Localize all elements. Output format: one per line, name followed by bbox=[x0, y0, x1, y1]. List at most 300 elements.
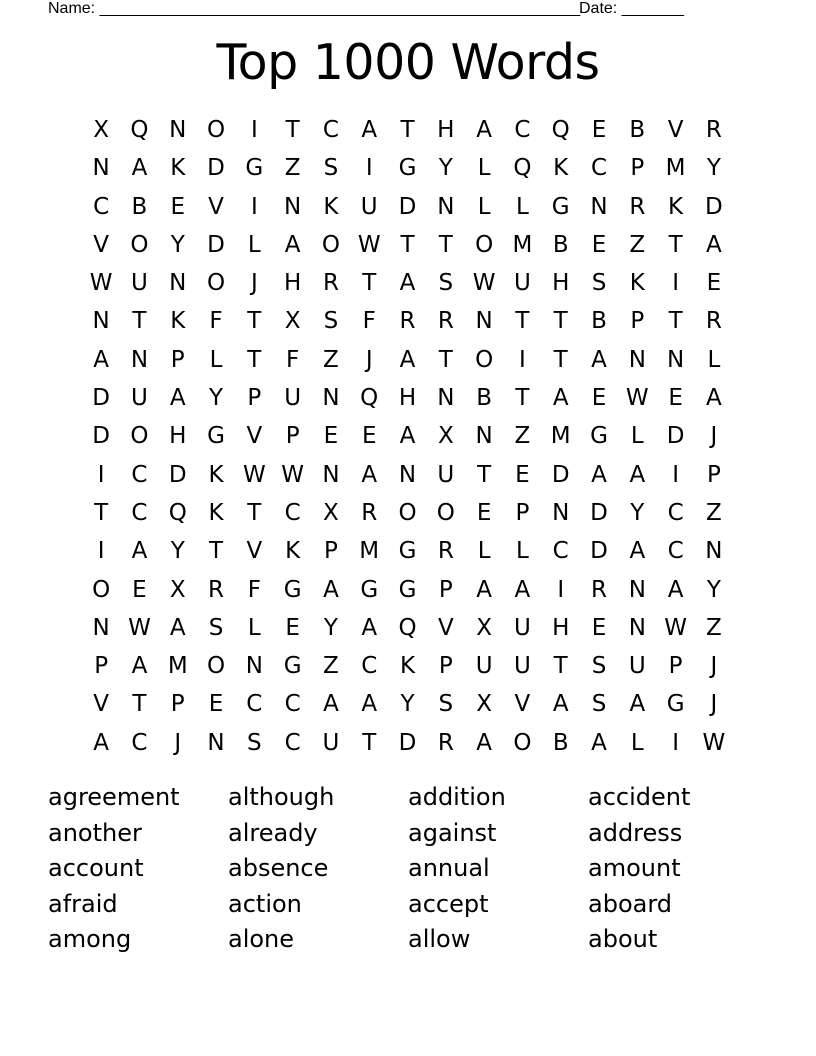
grid-letter: L bbox=[516, 538, 529, 565]
grid-letter: Z bbox=[706, 499, 722, 526]
grid-letter: A bbox=[323, 691, 339, 718]
grid-letter: B bbox=[131, 193, 148, 220]
grid-letter: N bbox=[322, 461, 340, 488]
grid-letter: S bbox=[247, 729, 262, 756]
grid-letter: D bbox=[92, 385, 110, 412]
grid-letter: I bbox=[365, 155, 373, 182]
grid-letter: H bbox=[552, 614, 570, 641]
grid-letter: A bbox=[361, 117, 378, 143]
grid-letter: A bbox=[399, 346, 416, 373]
grid-letter: N bbox=[169, 270, 187, 297]
grid-letter: V bbox=[93, 691, 110, 718]
grid-letter: T bbox=[400, 231, 415, 258]
grid-letter: N bbox=[245, 653, 263, 680]
grid-letter: Z bbox=[706, 614, 722, 641]
grid-letter: R bbox=[208, 576, 225, 603]
grid-letter: N bbox=[628, 576, 646, 603]
grid-letter: W bbox=[357, 231, 381, 258]
grid-letter: K bbox=[629, 270, 645, 297]
grid-letter: G bbox=[398, 538, 417, 565]
grid-letter: U bbox=[322, 729, 340, 756]
grid-letter: U bbox=[513, 653, 531, 680]
grid-letter: V bbox=[208, 193, 224, 220]
grid-letter: H bbox=[552, 270, 570, 297]
grid-letter: C bbox=[131, 461, 148, 488]
word-list-item: already bbox=[228, 818, 318, 847]
grid-letter: W bbox=[664, 614, 687, 641]
grid-letter: S bbox=[323, 155, 339, 182]
grid-letter: A bbox=[629, 461, 646, 488]
grid-row bbox=[82, 302, 734, 340]
word-list-item: alone bbox=[228, 925, 295, 953]
grid-letter: A bbox=[706, 231, 722, 258]
grid-letter: C bbox=[284, 729, 301, 756]
grid-letter: E bbox=[361, 423, 377, 450]
grid-letter: A bbox=[629, 538, 646, 565]
grid-letter: C bbox=[131, 729, 148, 756]
word-list-item: about bbox=[588, 925, 658, 953]
grid-letter: N bbox=[92, 308, 110, 335]
grid-letter: R bbox=[705, 117, 722, 143]
grid-letter: O bbox=[513, 729, 532, 756]
grid-letter: M bbox=[665, 155, 686, 182]
grid-letter: R bbox=[705, 308, 722, 335]
grid-row bbox=[82, 685, 734, 723]
grid-letter: U bbox=[437, 461, 455, 488]
grid-letter: Y bbox=[170, 231, 185, 258]
grid-letter: L bbox=[477, 538, 491, 565]
grid-letter: A bbox=[131, 538, 148, 565]
grid-letter: K bbox=[208, 461, 224, 488]
grid-letter: T bbox=[247, 308, 262, 335]
grid-letter: T bbox=[515, 385, 530, 412]
grid-letter: O bbox=[321, 231, 340, 258]
grid-letter: X bbox=[476, 691, 492, 718]
grid-letter: A bbox=[629, 691, 646, 718]
grid-letter: G bbox=[360, 576, 379, 603]
grid-letter: D bbox=[666, 423, 685, 450]
grid-letter: R bbox=[437, 308, 454, 335]
grid-letter: E bbox=[706, 270, 722, 297]
grid-letter: T bbox=[94, 499, 109, 526]
grid-letter: T bbox=[247, 346, 262, 373]
grid-letter: P bbox=[630, 308, 645, 335]
grid-letter: T bbox=[285, 117, 300, 143]
grid-letter: H bbox=[283, 270, 302, 297]
grid-letter: O bbox=[475, 231, 494, 258]
worksheet-header bbox=[48, 0, 748, 20]
grid-letter: X bbox=[169, 576, 186, 603]
grid-letter: Y bbox=[400, 691, 415, 718]
letter-grid bbox=[82, 111, 734, 762]
grid-letter: P bbox=[706, 461, 721, 488]
grid-letter: M bbox=[550, 423, 571, 450]
grid-letter: L bbox=[516, 193, 529, 220]
grid-letter: G bbox=[283, 576, 302, 603]
grid-letter: W bbox=[625, 385, 649, 412]
grid-letter: O bbox=[206, 270, 226, 297]
grid-letter: V bbox=[93, 231, 110, 258]
grid-letter: D bbox=[398, 193, 417, 220]
grid-letter: Y bbox=[323, 614, 338, 641]
grid-letter: T bbox=[362, 270, 377, 297]
grid-letter: Q bbox=[168, 499, 187, 526]
grid-letter: A bbox=[476, 117, 492, 143]
grid-row bbox=[82, 379, 734, 417]
grid-letter: N bbox=[92, 614, 110, 641]
grid-letter: T bbox=[515, 308, 530, 335]
grid-letter: G bbox=[398, 155, 417, 182]
grid-letter: A bbox=[323, 576, 339, 603]
grid-letter: J bbox=[710, 423, 718, 450]
grid-letter: L bbox=[477, 155, 491, 182]
grid-letter: P bbox=[438, 576, 453, 603]
grid-letter: E bbox=[591, 614, 607, 641]
grid-letter: B bbox=[552, 231, 569, 258]
grid-letter: P bbox=[170, 691, 185, 718]
grid-letter: N bbox=[437, 193, 455, 220]
grid-letter: H bbox=[398, 385, 417, 412]
grid-letter: Q bbox=[513, 155, 532, 182]
page-title: Top 1000 Words bbox=[216, 34, 600, 91]
grid-letter: E bbox=[170, 193, 186, 220]
grid-letter: A bbox=[169, 614, 186, 641]
grid-letter: C bbox=[552, 538, 569, 565]
grid-letter: I bbox=[672, 270, 679, 297]
grid-letter: H bbox=[169, 423, 187, 450]
grid-letter: M bbox=[512, 231, 533, 258]
grid-letter: C bbox=[667, 538, 684, 565]
grid-letter: T bbox=[553, 308, 568, 335]
grid-letter: B bbox=[629, 117, 646, 143]
grid-letter: S bbox=[591, 653, 607, 680]
grid-letter: J bbox=[250, 270, 258, 297]
grid-letter: C bbox=[514, 117, 531, 143]
grid-letter: I bbox=[97, 538, 105, 565]
grid-letter: S bbox=[438, 270, 454, 297]
grid-letter: H bbox=[437, 117, 455, 143]
word-list-item: annual bbox=[408, 854, 490, 882]
grid-letter: U bbox=[131, 385, 148, 412]
grid-letter: X bbox=[284, 308, 301, 335]
grid-letter: D bbox=[590, 538, 608, 565]
grid-letter: Q bbox=[360, 385, 379, 412]
grid-letter: A bbox=[591, 729, 607, 756]
grid-letter: L bbox=[707, 346, 721, 373]
grid-letter: S bbox=[208, 614, 224, 641]
grid-letter: Z bbox=[629, 231, 646, 258]
grid-letter: A bbox=[361, 691, 378, 718]
grid-letter: N bbox=[92, 155, 110, 182]
grid-letter: R bbox=[322, 270, 339, 297]
grid-letter: K bbox=[668, 193, 684, 220]
grid-letter: L bbox=[630, 423, 644, 450]
grid-letter: W bbox=[702, 729, 726, 756]
grid-letter: T bbox=[553, 346, 568, 373]
grid-letter: R bbox=[591, 576, 607, 603]
grid-letter: I bbox=[557, 576, 565, 603]
grid-letter: E bbox=[476, 499, 492, 526]
grid-row bbox=[82, 188, 734, 226]
grid-letter: L bbox=[477, 193, 491, 220]
grid-letter: L bbox=[247, 614, 261, 641]
grid-letter: J bbox=[174, 729, 182, 756]
grid-letter: A bbox=[667, 576, 684, 603]
grid-letter: E bbox=[285, 614, 300, 641]
grid-letter: C bbox=[322, 117, 339, 143]
grid-letter: Q bbox=[130, 117, 149, 143]
word-list-item: among bbox=[48, 925, 132, 953]
grid-letter: T bbox=[668, 231, 683, 258]
grid-letter: N bbox=[207, 729, 225, 756]
grid-letter: D bbox=[590, 499, 608, 526]
grid-row bbox=[82, 341, 734, 379]
grid-letter: X bbox=[323, 499, 339, 526]
grid-letter: A bbox=[131, 155, 148, 182]
grid-letter: Z bbox=[323, 346, 339, 373]
word-list-item: allow bbox=[408, 925, 471, 953]
grid-letter: E bbox=[208, 691, 224, 718]
grid-letter: N bbox=[130, 346, 149, 373]
grid-letter: Z bbox=[284, 155, 301, 182]
grid-letter: E bbox=[132, 576, 147, 603]
grid-letter: R bbox=[437, 538, 454, 565]
grid-letter: A bbox=[476, 729, 492, 756]
grid-letter: Z bbox=[514, 423, 531, 450]
grid-letter: I bbox=[250, 117, 258, 143]
grid-letter: O bbox=[206, 653, 226, 680]
grid-row bbox=[82, 226, 734, 264]
grid-letter: D bbox=[168, 461, 187, 488]
grid-letter: A bbox=[361, 614, 378, 641]
grid-letter: G bbox=[207, 423, 225, 450]
grid-letter: W bbox=[89, 270, 113, 297]
grid-letter: J bbox=[710, 653, 718, 680]
word-list-item: absence bbox=[228, 854, 329, 882]
grid-letter: N bbox=[475, 423, 493, 450]
grid-letter: A bbox=[552, 385, 569, 412]
grid-letter: N bbox=[169, 117, 187, 143]
grid-letter: C bbox=[246, 691, 263, 718]
grid-letter: Y bbox=[209, 385, 224, 412]
grid-letter: A bbox=[361, 461, 378, 488]
grid-letter: N bbox=[322, 385, 340, 412]
grid-letter: I bbox=[519, 346, 526, 373]
grid-letter: U bbox=[628, 653, 646, 680]
grid-row bbox=[82, 724, 734, 762]
word-list-item: against bbox=[408, 818, 497, 847]
grid-letter: O bbox=[130, 423, 149, 450]
grid-letter: A bbox=[93, 346, 110, 373]
grid-letter: T bbox=[438, 346, 453, 373]
grid-letter: D bbox=[207, 231, 225, 258]
grid-letter: A bbox=[514, 576, 531, 603]
grid-letter: W bbox=[242, 461, 266, 488]
grid-letter: N bbox=[705, 538, 723, 565]
grid-letter: D bbox=[398, 729, 417, 756]
grid-letter: T bbox=[209, 538, 224, 565]
grid-letter: O bbox=[206, 117, 226, 143]
grid-letter: Q bbox=[398, 614, 417, 641]
word-list bbox=[48, 780, 768, 958]
word-list-item: afraid bbox=[48, 889, 118, 918]
grid-letter: L bbox=[630, 729, 644, 756]
grid-letter: D bbox=[207, 155, 225, 182]
grid-letter: P bbox=[170, 346, 185, 373]
grid-letter: I bbox=[250, 193, 258, 220]
grid-letter: E bbox=[323, 423, 339, 450]
grid-letter: A bbox=[284, 231, 301, 258]
grid-letter: S bbox=[591, 691, 607, 718]
grid-letter: A bbox=[131, 653, 148, 680]
grid-letter: K bbox=[170, 155, 186, 182]
grid-row bbox=[82, 456, 734, 494]
grid-letter: T bbox=[362, 729, 377, 756]
grid-letter: B bbox=[591, 308, 607, 335]
grid-letter: C bbox=[131, 499, 148, 526]
grid-letter: N bbox=[398, 461, 417, 488]
grid-letter: O bbox=[130, 231, 149, 258]
grid-letter: P bbox=[515, 499, 530, 526]
grid-letter: T bbox=[132, 691, 147, 718]
grid-letter: I bbox=[672, 729, 679, 756]
grid-letter: D bbox=[705, 193, 723, 220]
grid-letter: O bbox=[398, 499, 417, 526]
grid-letter: Y bbox=[706, 155, 721, 182]
grid-letter: T bbox=[132, 308, 147, 335]
grid-letter: L bbox=[209, 346, 223, 373]
grid-letter: A bbox=[93, 729, 110, 756]
grid-letter: E bbox=[515, 461, 530, 488]
grid-letter: G bbox=[666, 691, 685, 718]
grid-letter: O bbox=[92, 576, 111, 603]
word-list-item: although bbox=[228, 783, 335, 811]
grid-letter: V bbox=[246, 423, 263, 450]
grid-letter: U bbox=[360, 193, 378, 220]
grid-letter: V bbox=[667, 117, 684, 143]
grid-letter: S bbox=[591, 270, 607, 297]
word-list-item: account bbox=[48, 854, 144, 882]
grid-letter: R bbox=[399, 308, 416, 335]
grid-letter: K bbox=[553, 155, 569, 182]
word-list-item: address bbox=[588, 818, 683, 847]
grid-letter: J bbox=[365, 346, 373, 373]
grid-letter: E bbox=[668, 385, 683, 412]
grid-letter: G bbox=[283, 653, 302, 680]
word-list-item: addition bbox=[408, 783, 506, 811]
grid-letter: N bbox=[437, 385, 455, 412]
grid-letter: K bbox=[285, 538, 301, 565]
grid-letter: T bbox=[438, 231, 453, 258]
grid-letter: D bbox=[92, 423, 110, 450]
grid-letter: X bbox=[476, 614, 492, 641]
word-list-item: aboard bbox=[588, 889, 673, 918]
grid-letter: N bbox=[475, 308, 493, 335]
grid-letter: M bbox=[359, 538, 380, 565]
grid-letter: C bbox=[284, 691, 301, 718]
grid-letter: G bbox=[398, 576, 417, 603]
grid-letter: G bbox=[590, 423, 608, 450]
grid-letter: U bbox=[475, 653, 493, 680]
date-field: Date: _______ bbox=[579, 0, 684, 17]
grid-letter: O bbox=[436, 499, 455, 526]
grid-letter: P bbox=[285, 423, 300, 450]
grid-letter: N bbox=[552, 499, 570, 526]
grid-letter: I bbox=[97, 461, 105, 488]
grid-letter: G bbox=[245, 155, 264, 182]
grid-letter: Z bbox=[323, 653, 339, 680]
grid-letter: A bbox=[591, 461, 607, 488]
grid-letter: J bbox=[710, 691, 718, 718]
grid-letter: P bbox=[668, 653, 683, 680]
grid-letter: W bbox=[472, 270, 496, 297]
grid-letter: T bbox=[400, 117, 415, 143]
grid-letter: I bbox=[672, 461, 679, 488]
grid-letter: K bbox=[208, 499, 224, 526]
grid-letter: F bbox=[286, 346, 300, 373]
grid-letter: S bbox=[438, 691, 454, 718]
grid-letter: T bbox=[553, 653, 568, 680]
grid-letter: X bbox=[93, 117, 110, 143]
grid-letter: P bbox=[247, 385, 262, 412]
grid-letter: A bbox=[476, 576, 492, 603]
word-list-item: amount bbox=[588, 854, 681, 882]
grid-letter: Y bbox=[438, 155, 453, 182]
grid-letter: V bbox=[437, 614, 454, 641]
grid-letter: P bbox=[438, 653, 453, 680]
grid-letter: P bbox=[94, 653, 109, 680]
grid-letter: F bbox=[209, 308, 223, 335]
grid-letter: E bbox=[591, 231, 607, 258]
grid-letter: U bbox=[284, 385, 302, 412]
grid-letter: T bbox=[477, 461, 492, 488]
grid-letter: F bbox=[247, 576, 261, 603]
grid-letter: K bbox=[323, 193, 339, 220]
grid-letter: A bbox=[706, 385, 722, 412]
grid-row bbox=[82, 571, 734, 609]
grid-letter: R bbox=[629, 193, 646, 220]
grid-letter: V bbox=[246, 538, 263, 565]
grid-row bbox=[82, 111, 734, 149]
grid-letter: Y bbox=[630, 499, 645, 526]
grid-letter: M bbox=[167, 653, 188, 680]
grid-row bbox=[82, 647, 734, 685]
grid-letter: N bbox=[628, 614, 646, 641]
grid-letter: B bbox=[552, 729, 569, 756]
grid-letter: S bbox=[323, 308, 339, 335]
grid-letter: K bbox=[170, 308, 186, 335]
name-field: Name: ______________________________________________________ bbox=[48, 0, 581, 17]
grid-letter: U bbox=[513, 270, 531, 297]
grid-letter: K bbox=[399, 653, 416, 680]
grid-letter: C bbox=[284, 499, 301, 526]
grid-letter: W bbox=[128, 614, 151, 641]
grid-letter: T bbox=[247, 499, 262, 526]
word-list-item: action bbox=[228, 889, 302, 918]
grid-letter: L bbox=[247, 231, 261, 258]
grid-letter: Y bbox=[170, 538, 185, 565]
grid-letter: R bbox=[361, 499, 378, 526]
grid-letter: V bbox=[514, 691, 531, 718]
grid-letter: O bbox=[475, 346, 494, 373]
grid-letter: Y bbox=[706, 576, 721, 603]
grid-row bbox=[82, 417, 734, 455]
grid-letter: A bbox=[399, 423, 416, 450]
grid-row bbox=[82, 532, 734, 570]
grid-letter: C bbox=[361, 653, 378, 680]
grid-letter: G bbox=[551, 193, 570, 220]
grid-letter: A bbox=[552, 691, 569, 718]
